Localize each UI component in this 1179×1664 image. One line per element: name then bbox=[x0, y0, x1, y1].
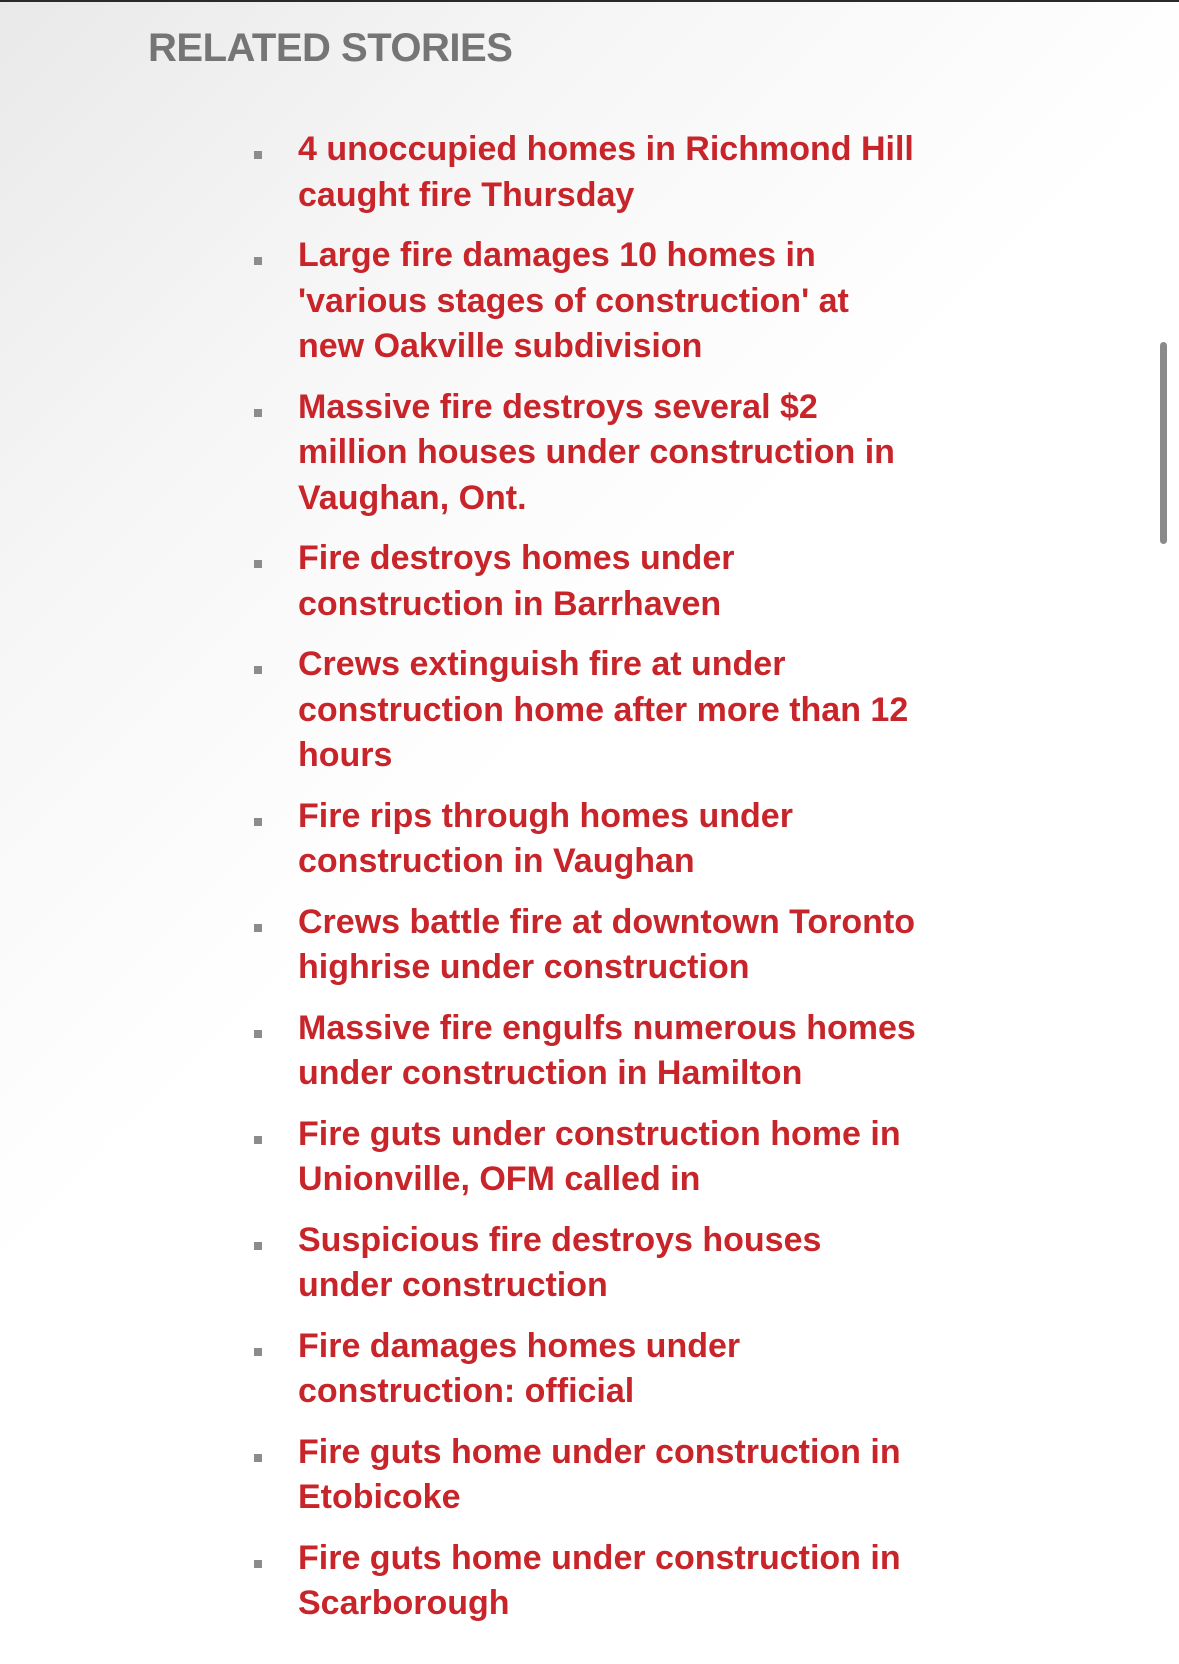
story-link[interactable]: 4 unoccupied homes in Richmond Hill caught fire Thursday bbox=[298, 130, 914, 214]
bullet-icon bbox=[254, 1136, 262, 1144]
bullet-icon bbox=[254, 409, 262, 417]
story-link[interactable]: Fire guts home under construction in Etobicoke bbox=[298, 1432, 901, 1516]
list-item bbox=[0, 1006, 978, 1097]
bullet-icon bbox=[254, 666, 262, 674]
list-item bbox=[0, 385, 978, 522]
story-link[interactable]: Fire guts under construction home in Unionville, OFM called in bbox=[298, 1114, 901, 1198]
story-link[interactable]: Large fire damages 10 homes in 'various stages of construction' at new Oakville subdivision bbox=[298, 236, 849, 365]
list-item bbox=[0, 536, 978, 627]
list-item bbox=[0, 127, 978, 218]
list-item bbox=[0, 1218, 978, 1309]
story-link[interactable]: Crews battle fire at downtown Toronto highrise under construction bbox=[298, 902, 916, 986]
list-item bbox=[0, 900, 978, 991]
bullet-icon bbox=[254, 151, 262, 159]
top-divider bbox=[0, 0, 1179, 2]
story-link[interactable]: Fire rips through homes under construction in Vaughan bbox=[298, 796, 793, 880]
bullet-icon bbox=[254, 257, 262, 265]
list-item bbox=[0, 233, 978, 370]
list-item bbox=[0, 1112, 978, 1203]
story-link[interactable]: Fire destroys homes under construction in Barrhaven bbox=[298, 539, 735, 623]
story-link[interactable]: Fire guts home under construction in Scarborough bbox=[298, 1538, 901, 1622]
related-stories-list bbox=[0, 127, 1179, 1642]
bullet-icon bbox=[254, 1348, 262, 1356]
bullet-icon bbox=[254, 818, 262, 826]
story-link[interactable]: Suspicious fire destroys houses under construction bbox=[298, 1220, 822, 1304]
bullet-icon bbox=[254, 1560, 262, 1568]
list-item bbox=[0, 1324, 978, 1415]
story-link[interactable]: Massive fire destroys several $2 million houses under construction in Vaughan, Ont. bbox=[298, 387, 895, 517]
list-item bbox=[0, 1536, 978, 1627]
list-item bbox=[0, 794, 978, 885]
bullet-icon bbox=[254, 1242, 262, 1250]
bullet-icon bbox=[254, 1454, 262, 1462]
list-item bbox=[0, 642, 978, 779]
bullet-icon bbox=[254, 1030, 262, 1038]
bullet-icon bbox=[254, 924, 262, 932]
related-stories-heading: RELATED STORIES bbox=[148, 26, 513, 70]
story-link[interactable]: Fire damages homes under construction: official bbox=[298, 1326, 741, 1410]
list-item bbox=[0, 1430, 978, 1521]
scrollbar-thumb[interactable] bbox=[1160, 342, 1167, 544]
story-link[interactable]: Massive fire engulfs numerous homes under construction in Hamilton bbox=[298, 1008, 916, 1092]
bullet-icon bbox=[254, 560, 262, 568]
story-link[interactable]: Crews extinguish fire at under construction home after more than 12 hours bbox=[298, 645, 909, 774]
